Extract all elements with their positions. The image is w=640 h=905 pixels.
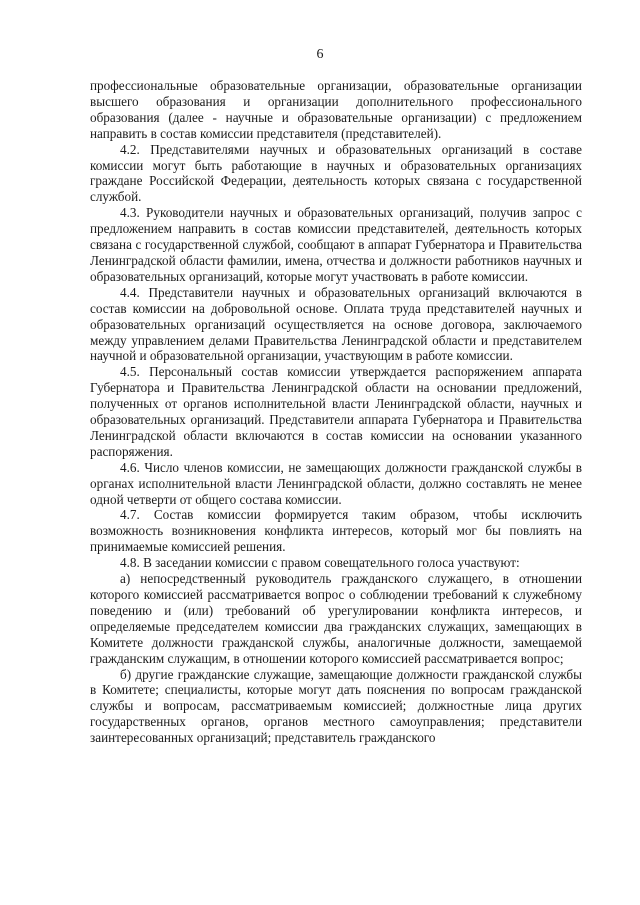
paragraph-4-8-a: а) непосредственный руководитель гражданского служащего, в отношении которого комиссией рассматривается вопрос о соблюдении требований к служебному поведению и (или) требований об урегулировании конфликта интересов, и определяемые председателем комиссии два гражданских служащих, замещающих в Комитете должности гражданской службы, аналогичные должности, замещаемой гражданским служащим, в отношении которого комиссией рассматривается вопрос; (90, 571, 582, 666)
paragraph-4-5: 4.5. Персональный состав комиссии утверждается распоряжением аппарата Губернатора и Правительства Ленинградской области на основании предложений, полученных от органов исполнительной власти Ленинградской области, научных и образовательных организаций. Представители аппарата Губернатора и Правительства Ленинградской области включаются в состав комиссии на основании указанного распоряжения. (90, 364, 582, 459)
paragraph-4-4: 4.4. Представители научных и образовательных организаций включаются в состав комиссии на добровольной основе. Оплата труда представителей научных и образовательных организаций осуществляется на основе договора, заключаемого между управлением делами Правительства Ленинградской области и представителем научной и образовательной организации, участвующим в работе комиссии. (90, 284, 582, 364)
paragraph-4-8: 4.8. В заседании комиссии с правом совещательного голоса участвуют: (120, 555, 520, 571)
paragraph-4-6: 4.6. Число членов комиссии, не замещающих должности гражданской службы в органах исполнительной власти Ленинградской области, должно составлять не менее одной четверти от общего состава комиссии. (90, 459, 582, 507)
paragraph-4-7: 4.7. Состав комиссии формируется таким образом, чтобы исключить возможность возникновения конфликта интересов, который мог бы повлиять на принимаемые комиссией решения. (90, 507, 582, 555)
document-body (90, 78, 582, 746)
paragraph-continuation: профессиональные образовательные организации, образовательные организации высшего образования и организации дополнительного профессионального образования (далее - научные и образовательные организации) с предложением направить в состав комиссии представителя (представителей). (90, 78, 582, 141)
paragraph-4-3: 4.3. Руководители научных и образовательных организаций, получив запрос с предложением направить в состав комиссии представителей, деятельность которых связана с государственной службой, сообщают в аппарат Губернатора и Правительства Ленинградской области фамилии, имена, отчества и должности работников научных и образовательных организаций, которые могут участвовать в работе комиссии. (90, 205, 582, 284)
paragraph-4-8-b: б) другие гражданские служащие, замещающие должности гражданской службы в Комитете; специалисты, которые могут дать пояснения по вопросам гражданской службы и вопросам, рассматриваемым комиссией; должностные лица других государственных органов, органов местного самоуправления; представители заинтересованных организаций; представитель гражданского (90, 666, 582, 746)
page-number: 6 (316, 47, 324, 62)
paragraph-4-2: 4.2. Представителями научных и образовательных организаций в составе комиссии могут быть работающие в научных и образовательных организациях граждане Российской Федерации, деятельность которых связана с государственной службой. (90, 141, 582, 205)
